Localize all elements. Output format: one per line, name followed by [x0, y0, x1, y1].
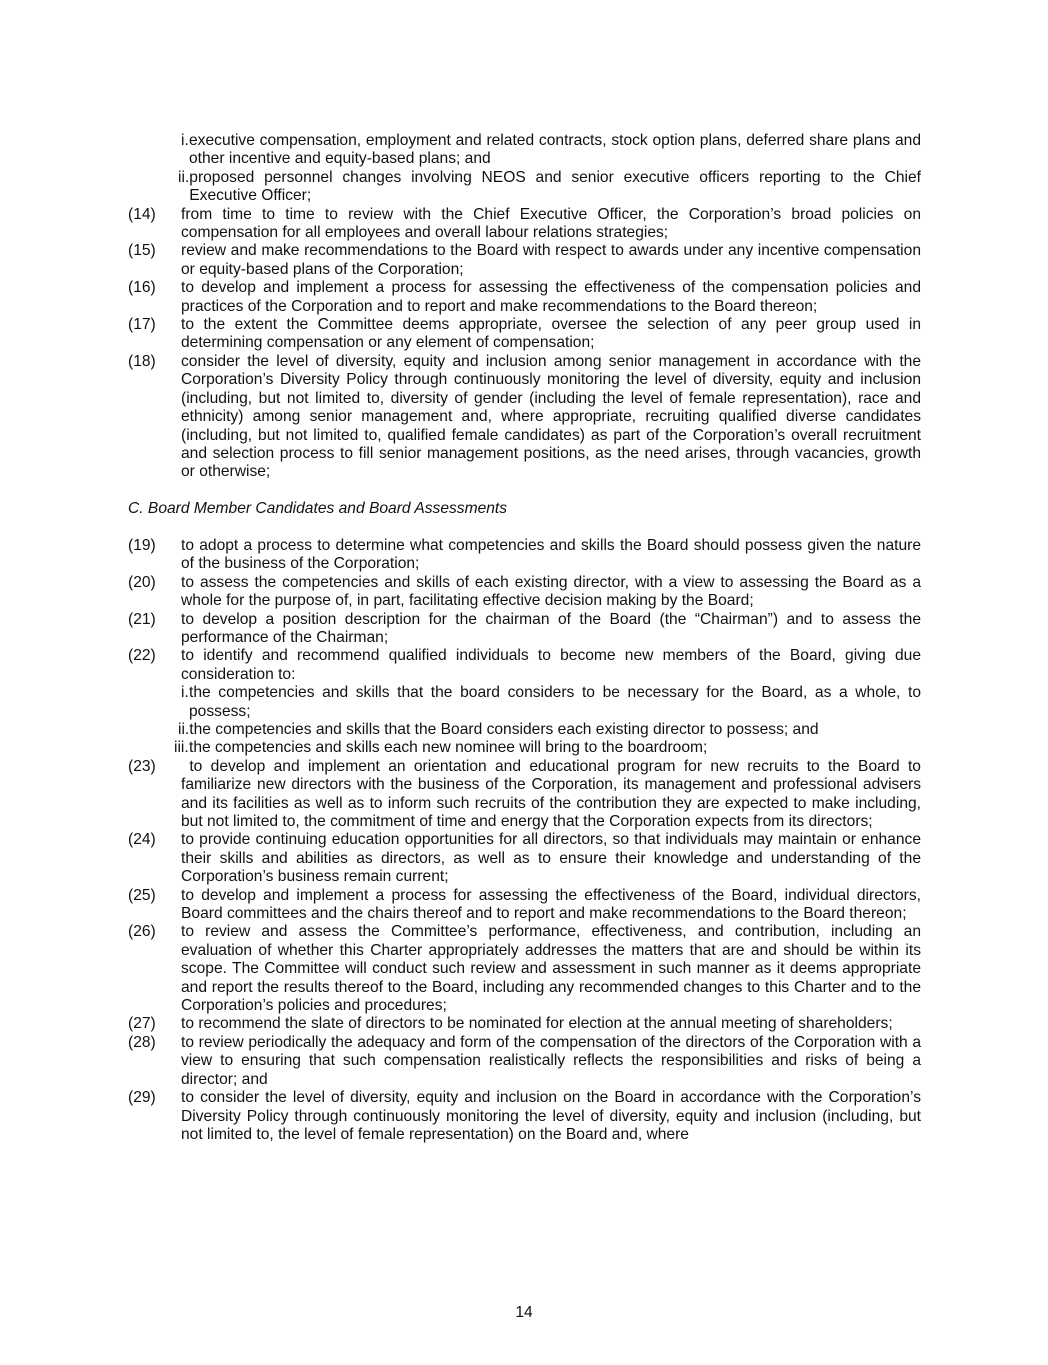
item-text: to adopt a process to determine what competencies and skills the Board should possess given the nature of the business of the Corporation;: [181, 536, 921, 573]
item-number: (26): [128, 923, 156, 941]
list-item: [128, 1015, 921, 1033]
item-number: (19): [128, 536, 156, 554]
item-list-part1: [128, 206, 921, 482]
sub-item-marker: ii.: [178, 720, 190, 738]
item-number: (18): [128, 352, 156, 370]
top-subitem-list: [128, 132, 921, 206]
sub-item-marker: i.: [181, 132, 189, 149]
sub-item-text: executive compensation, employment and related contracts, stock option plans, deferred share plans and other incentive and equity-based plans; and: [189, 132, 921, 168]
list-item: [128, 831, 921, 886]
item-number: (25): [128, 886, 156, 904]
item-text: from time to time to review with the Chief Executive Officer, the Corporation’s broad policies on compensation for all employees and overall labour relations strategies;: [181, 205, 921, 242]
item-text: review and make recommendations to the Board with respect to awards under any incentive compensation or equity-based plans of the Corporation;: [181, 242, 921, 278]
sub-item: [128, 739, 921, 757]
item-number: (20): [128, 573, 156, 591]
section-heading: C. Board Member Candidates and Board Assessments: [128, 500, 508, 518]
item-number: (21): [128, 610, 156, 628]
sub-item-marker: iii.: [174, 739, 189, 757]
item-list-part2: [128, 537, 921, 758]
list-item: [128, 353, 921, 482]
item-number: (24): [128, 831, 156, 849]
list-item: [128, 647, 921, 684]
item-number: (17): [128, 316, 156, 334]
sub-item: [128, 169, 921, 206]
sub-item-marker: ii.: [178, 168, 190, 186]
list-item: [128, 206, 921, 243]
item-text: to develop a position description for the chairman of the Board (the “Chairman”) and to assess the performance of the Chairman;: [181, 610, 921, 646]
sub-item-marker: i.: [181, 684, 189, 702]
list-item: [128, 923, 921, 1015]
list-item: [128, 757, 926, 832]
sub-item: [128, 132, 921, 169]
item-number: (28): [128, 1033, 156, 1051]
item-number: (22): [128, 647, 156, 665]
item-text: to review and assess the Committee’s performance, effectiveness, and contribution, including an evaluation of whether this Charter appropriately addresses the matters that are and should be within its scope. The Committee will conduct such review and assessment in such manner as it deems appropriate and report the results thereof to the Board, including any recommended changes to this Charter and to the Corporation’s policies and procedures;: [181, 923, 921, 1015]
list-item: [128, 1034, 921, 1089]
page-number: 14: [515, 1304, 533, 1321]
sub-item-text: the competencies and skills each new nominee will bring to the boardroom;: [189, 739, 708, 757]
item-number: (23): [128, 757, 156, 775]
item-text: to develop and implement a process for assessing the effectiveness of the Board, individual directors, Board committees and the chairs thereof and to report and make recommendations to the Board thereon;: [181, 886, 921, 923]
item-text: consider the level of diversity, equity and inclusion among senior management in accordance with the Corporation’s Diversity Policy through continuously monitoring the level of diversity, equity and inclusion (including, but not limited to, diversity of gender (including the level of female representation), race and ethnicity) among senior management and, where appropriate, recruiting qualified diverse candidates (including, but not limited to, qualified female candidates) as part of the Corporation’s overall recruitment and selection process to fill senior management positions, as the need arises, through vacancies, growth or otherwise;: [181, 352, 921, 481]
item-text: to review periodically the adequacy and form of the compensation of the directors of the Corporation with a view to ensuring that such compensation realistically reflects the responsibilities and risks of being a director; and: [181, 1033, 921, 1088]
item-text: to identify and recommend qualified individuals to become new members of the Board, giving due consideration to:: [181, 647, 921, 683]
item22-subitem-list: [128, 684, 921, 758]
list-item: [128, 537, 921, 574]
sub-item-text: the competencies and skills that the Board considers each existing director to possess; and: [189, 720, 819, 738]
list-item: [128, 611, 921, 648]
item-text: to the extent the Committee deems appropriate, oversee the selection of any peer group used in determining compensation or any element of compensation;: [181, 316, 921, 352]
list-item: [128, 574, 921, 611]
sub-item-text: proposed personnel changes involving NEOS and senior executive officers reporting to the Chief Executive Officer;: [189, 168, 921, 205]
item-text: to assess the competencies and skills of each existing director, with a view to assessing the Board as a whole for the purpose of, in part, facilitating effective decision making by the Board;: [181, 573, 921, 610]
item-number: (14): [128, 205, 156, 223]
sub-item: [128, 721, 921, 739]
item-text: to recommend the slate of directors to be nominated for election at the annual meeting of shareholders;: [181, 1015, 893, 1033]
document-page: [128, 132, 926, 1144]
item-text: to develop and implement an orientation and educational program for new recruits to the Board to familiarize new directors with the business of the Corporation, its management and professional advisers and its facilities as well as to inform such recruits of the contribution they are expected to make including, but not limited to, the commitment of time and energy that the Corporation expects from its directors;: [181, 757, 926, 830]
item-number: (27): [128, 1015, 156, 1033]
item-text: to consider the level of diversity, equity and inclusion on the Board in accordance with the Corporation’s Diversity Policy through continuously monitoring the level of diversity, equity and inclusion (including, but not limited to, the level of female representation) on the Board and, where: [181, 1089, 921, 1143]
list-item: [128, 316, 921, 353]
sub-item: [128, 684, 921, 721]
item-number: (16): [128, 279, 156, 297]
item-number: (15): [128, 242, 156, 260]
list-item: [128, 242, 921, 279]
item-list-part3: [128, 757, 926, 1145]
list-item: [128, 887, 921, 924]
list-item: [128, 279, 921, 316]
sub-item-text: the competencies and skills that the board considers to be necessary for the Board, as a whole, to possess;: [189, 684, 921, 720]
item-text: to provide continuing education opportunities for all directors, so that individuals may maintain or enhance their skills and abilities as directors, as well as to ensure their knowledge and understanding of the Corporation’s business remain current;: [181, 831, 921, 886]
item-text: to develop and implement a process for assessing the effectiveness of the compensation policies and practices of the Corporation and to report and make recommendations to the Board thereon;: [181, 279, 921, 315]
list-item: [128, 1089, 921, 1144]
item-number: (29): [128, 1089, 156, 1107]
